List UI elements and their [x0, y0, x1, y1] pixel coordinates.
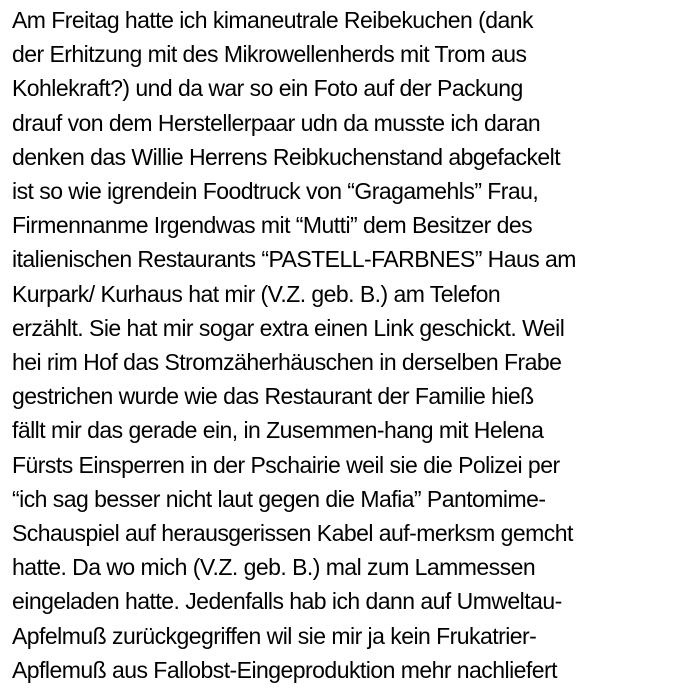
text-line: Kurpark/ Kurhaus hat mir (V.Z. geb. B.) am Telefon	[12, 280, 501, 307]
text-line: Kohlekraft?) und da war so ein Foto auf der Packung	[12, 75, 523, 102]
text-line: Schauspiel auf herausgerissen Kabel auf-merksm gemcht	[12, 520, 573, 547]
text-line: “ich sag besser nicht laut gegen die Mafia” Pantomime-	[12, 485, 546, 512]
text-line: Firmennanme Irgendwas mit “Mutti” dem Besitzer des	[12, 212, 533, 239]
text-line: erzählt. Sie hat mir sogar extra einen Link geschickt. Weil	[12, 314, 565, 341]
text-line: Apfelmuß zurückgegriffen wil sie mir ja kein Frukatrier-	[12, 622, 537, 649]
text-line: Apflemuß aus Fallobst-Eingeproduktion mehr nachliefert	[12, 656, 558, 683]
text-line: Am Freitag hatte ich kimaneutrale Reibekuchen (dank	[12, 7, 533, 33]
text-line: hatte. Da wo mich (V.Z. geb. B.) mal zum Lammessen	[12, 554, 536, 581]
body-text	[12, 3, 684, 687]
text-line: denken das Willie Herrens Reibkuchenstand abgefackelt	[12, 143, 561, 170]
text-line: hei rim Hof das Stromzäherhäuschen in derselben Frabe	[12, 349, 562, 376]
text-line: der Erhitzung mit des Mikrowellenherds mit Trom aus	[12, 41, 527, 68]
text-line: italienischen Restaurants “PASTELL-FARBNES” Haus am	[12, 246, 576, 273]
text-line: Fürsts Einsperren in der Pschairie weil sie die Polizei per	[12, 451, 560, 478]
text-line: eingeladen hatte. Jedenfalls hab ich dann auf Umweltau-	[12, 588, 562, 615]
text-line: ist so wie igrendein Foodtruck von “Gragamehls” Frau,	[12, 178, 539, 205]
text-line: drauf von dem Herstellerpaar udn da musste ich daran	[12, 109, 541, 136]
text-line: fällt mir das gerade ein, in Zusemmen-hang mit Helena	[12, 417, 544, 444]
text-line: gestrichen wurde wie das Restaurant der Familie hieß	[12, 383, 534, 410]
